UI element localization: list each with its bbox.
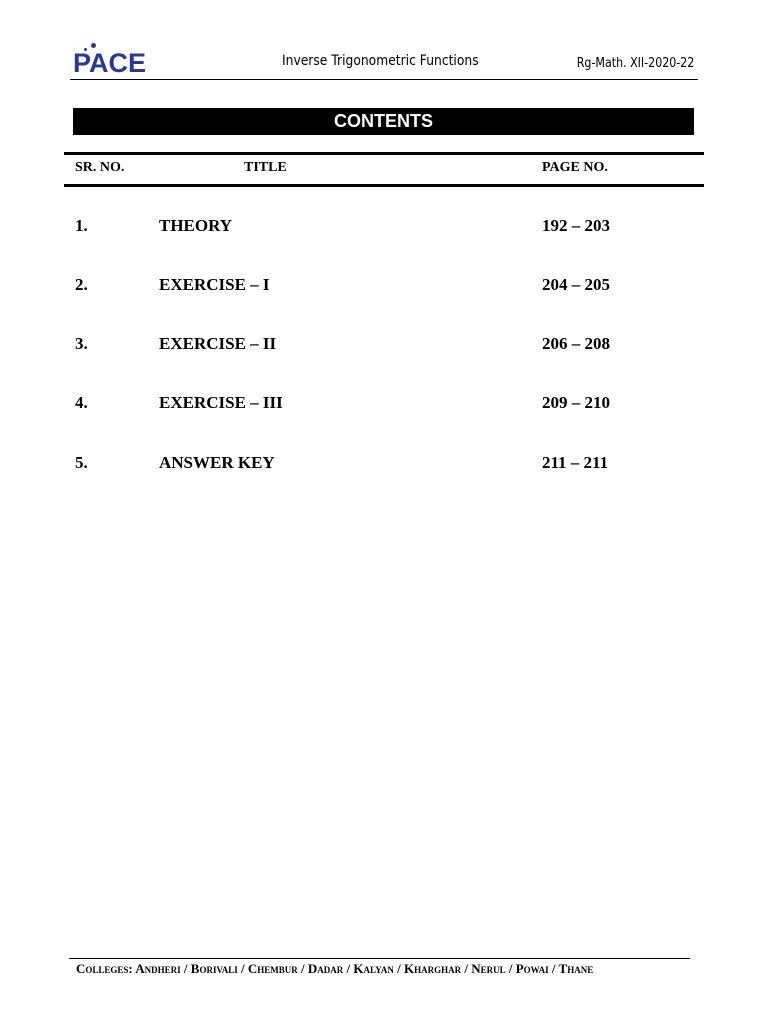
- table-header-bottom-rule: [64, 184, 704, 187]
- row-sr-no: 3.: [75, 334, 88, 353]
- row-pages: 206 – 208: [542, 334, 610, 353]
- row-title: EXERCISE – II: [159, 334, 277, 353]
- row-pages: 211 – 211: [542, 453, 609, 472]
- row-pages: 192 – 203: [542, 216, 610, 235]
- row-pages: 204 – 205: [542, 275, 610, 294]
- table-header-top-rule: [64, 152, 704, 155]
- row-title: EXERCISE – III: [159, 393, 283, 412]
- contents-banner: CONTENTS: [73, 108, 694, 135]
- column-header-page-no: PAGE NO.: [542, 160, 608, 175]
- logo-text: PACE: [73, 48, 147, 78]
- row-sr-no: 5.: [75, 453, 88, 472]
- page-header: [0, 0, 768, 82]
- column-header-sr-no: SR. NO.: [75, 160, 125, 175]
- row-title: ANSWER KEY: [159, 453, 275, 472]
- row-sr-no: 4.: [75, 393, 88, 412]
- row-sr-no: 1.: [75, 216, 88, 235]
- row-sr-no: 2.: [75, 275, 88, 294]
- header-divider: [70, 79, 698, 80]
- document-title: Inverse Trigonometric Functions: [282, 53, 479, 69]
- footer-colleges: Colleges: Andheri / Borivali / Chembur / Dadar / Kalyan / Kharghar / Nerul / Powai / Thane: [76, 961, 594, 976]
- document-code: Rg-Math. XII-2020-22: [576, 56, 694, 71]
- row-pages: 209 – 210: [542, 393, 610, 412]
- column-header-title: TITLE: [244, 160, 287, 175]
- footer-divider: [69, 958, 690, 959]
- row-title: THEORY: [159, 216, 233, 235]
- row-title: EXERCISE – I: [159, 275, 270, 294]
